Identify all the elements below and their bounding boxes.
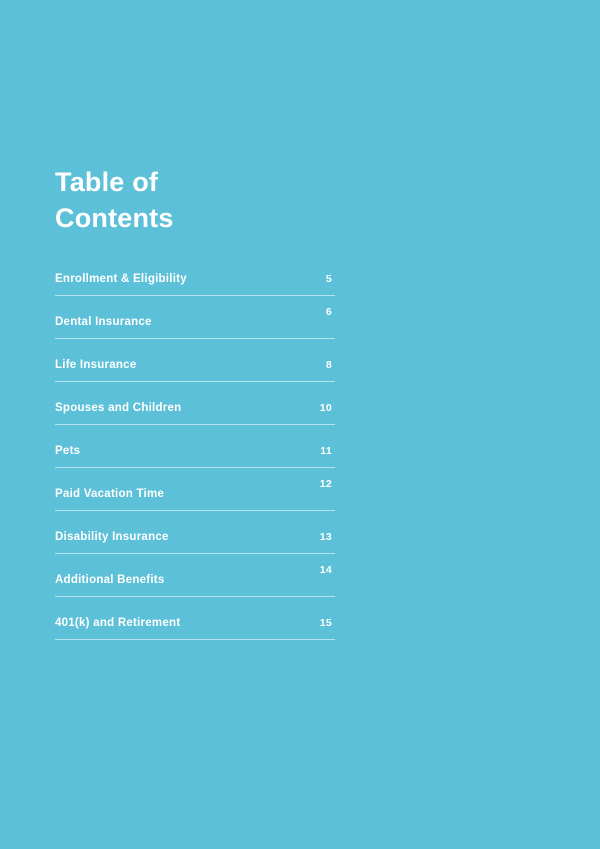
page-title: [55, 165, 255, 237]
toc-entry-life-insurance[interactable]: [55, 339, 335, 382]
toc-entry-page-number: 12: [319, 477, 332, 490]
toc-entry-label: Pets: [55, 444, 81, 457]
toc-entry-label: Paid Vacation Time: [55, 487, 165, 500]
toc-entry-page-number: 5: [325, 272, 332, 285]
table-of-contents: [55, 165, 335, 640]
toc-entry-additional-benefits[interactable]: [55, 554, 335, 597]
toc-entry-dental-insurance[interactable]: [55, 296, 335, 339]
toc-entry-label: Additional Benefits: [55, 573, 165, 586]
page-title-line-1: Table of: [55, 167, 159, 197]
toc-entry-enrollment-eligibility[interactable]: [55, 253, 335, 296]
page-title-line-2: Contents: [55, 202, 174, 233]
toc-entry-paid-vacation-time[interactable]: [55, 468, 335, 511]
toc-entry-label: Disability Insurance: [55, 530, 169, 543]
toc-entry-401k-and-retirement[interactable]: [55, 597, 335, 640]
toc-entry-label: Spouses and Children: [55, 401, 182, 414]
toc-entry-page-number: 15: [319, 616, 332, 629]
toc-entry-page-number: 14: [319, 563, 332, 576]
toc-entry-label: Life Insurance: [55, 358, 137, 371]
toc-entry-page-number: 11: [320, 444, 332, 457]
toc-entry-page-number: 10: [319, 401, 332, 414]
toc-entry-page-number: 13: [319, 530, 332, 543]
toc-entry-label: Dental Insurance: [55, 315, 152, 328]
toc-entry-page-number: 6: [325, 305, 332, 318]
toc-entry-disability-insurance[interactable]: [55, 511, 335, 554]
toc-entry-pets[interactable]: [55, 425, 335, 468]
toc-entry-label: 401(k) and Retirement: [55, 616, 181, 629]
toc-entry-spouses-and-children[interactable]: [55, 382, 335, 425]
toc-entry-page-number: 8: [325, 358, 332, 371]
toc-entry-label: Enrollment & Eligibility: [55, 272, 187, 285]
toc-list: [55, 253, 335, 640]
